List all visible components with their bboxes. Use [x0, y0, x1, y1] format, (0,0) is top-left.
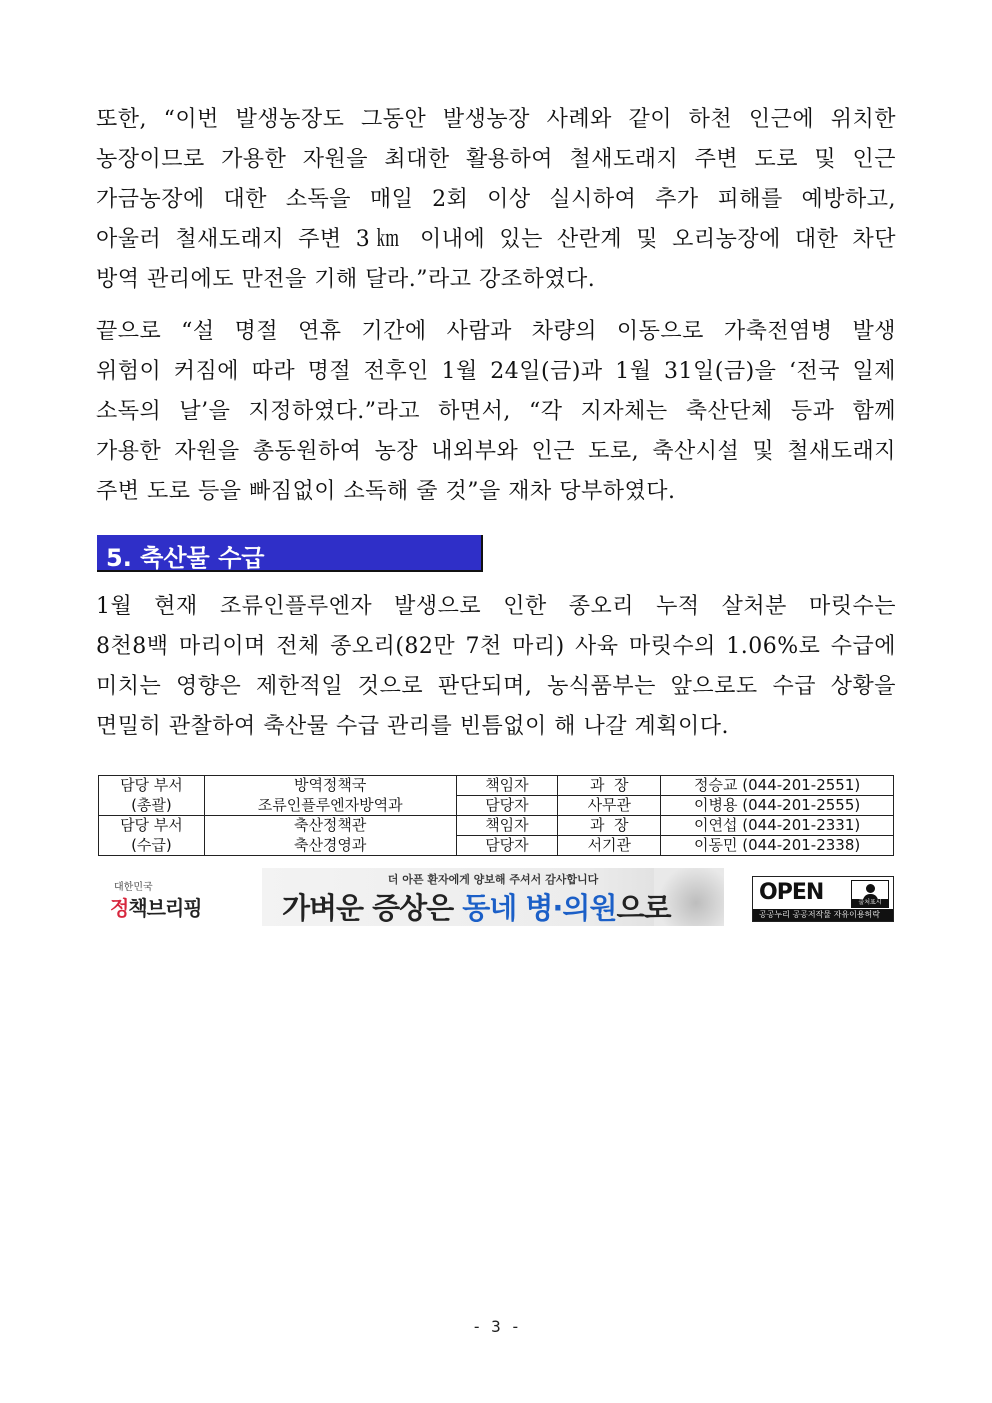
paragraph-holiday-disinfection — [96, 312, 896, 512]
contact-cell: 이동민 (044-201-2338) — [661, 836, 894, 856]
text-line: 가용한 자원을 총동원하여 농장 내외부와 인근 도로, 축산시설 및 철새도래지 — [96, 439, 896, 464]
attribution-person-icon: 출처표시 — [851, 880, 889, 908]
table-row — [99, 836, 894, 856]
dept-label: (총괄) — [99, 796, 205, 816]
kogl-open-license-badge[interactable] — [752, 876, 894, 922]
text-line: 위험이 커짐에 따라 명절 전후인 1월 24일(금)과 1월 31일(금)을 ‘전국 일제 — [96, 359, 896, 384]
text-line: 가금농장에 대한 소독을 매일 2회 이상 실시하여 추가 피해를 예방하고, — [96, 187, 896, 212]
dept-name: 축산정책관 — [204, 816, 456, 836]
position-cell: 과 장 — [558, 776, 661, 796]
text-line: 소독의 날’을 지정하였다.”라고 하면서, “각 지자체는 축산단체 등과 함께 — [96, 399, 896, 424]
paragraph-disinfection-emphasis — [96, 100, 896, 300]
campaign-banner[interactable] — [262, 868, 724, 926]
banner-headline: 가벼운 증상은 동네 병·의원으로 — [282, 891, 671, 925]
text-line: 1월 현재 조류인플루엔자 발생으로 인한 종오리 누적 살처분 마릿수는 — [96, 594, 896, 619]
dept-label: (수급) — [99, 836, 205, 856]
table-row — [99, 776, 894, 796]
role-cell: 책임자 — [456, 816, 558, 836]
text-line: 방역 관리에도 만전을 기해 달라.”라고 강조하였다. — [96, 267, 596, 292]
policy-briefing-logo[interactable] — [110, 878, 218, 926]
dept-label: 담당 부서 — [99, 776, 205, 796]
banner-caption: 더 아픈 환자에게 양보해 주셔서 감사합니다 — [387, 873, 599, 886]
open-wordmark: OPEN — [759, 880, 824, 905]
text-line: 또한, “이번 발생농장도 그동안 발생농장 사례와 같이 하천 인근에 위치한 — [96, 107, 896, 132]
paragraph-supply-status — [96, 587, 896, 747]
table-row — [99, 796, 894, 816]
dept-name: 조류인플루엔자방역과 — [204, 796, 456, 816]
position-cell: 사무관 — [558, 796, 661, 816]
text-line: 미치는 영향은 제한적일 것으로 판단되며, 농식품부는 앞으로도 수급 상황을 — [96, 674, 896, 699]
contact-table — [98, 775, 894, 856]
role-cell: 책임자 — [456, 776, 558, 796]
text-line: 8천8백 마리이며 전체 종오리(82만 7천 마리) 사육 마릿수의 1.06%로 수급에 — [96, 634, 896, 659]
text-line: 면밀히 관찰하여 축산물 수급 관리를 빈틈없이 해 나갈 계획이다. — [96, 714, 729, 739]
contact-cell: 정승교 (044-201-2551) — [661, 776, 894, 796]
contact-cell: 이연섭 (044-201-2331) — [661, 816, 894, 836]
dept-name: 축산경영과 — [204, 836, 456, 856]
section-title: 5. 축산물 수급 — [106, 544, 265, 572]
dept-name: 방역정책국 — [204, 776, 456, 796]
logo-title: 정책브리핑 — [110, 896, 202, 920]
role-cell: 담당자 — [456, 796, 558, 816]
text-line: 주변 도로 등을 빠짐없이 소독해 줄 것”을 재차 당부하였다. — [96, 479, 676, 504]
section-heading — [97, 535, 483, 572]
text-line: 농장이므로 가용한 자원을 최대한 활용하여 철새도래지 주변 도로 및 인근 — [96, 147, 896, 172]
role-cell: 담당자 — [456, 836, 558, 856]
text-line: 끝으로 “설 명절 연휴 기간에 사람과 차량의 이동으로 가축전염병 발생 — [96, 319, 896, 344]
contact-cell: 이병용 (044-201-2555) — [661, 796, 894, 816]
logo-subtitle: 대한민국 — [114, 882, 153, 893]
dept-label: 담당 부서 — [99, 816, 205, 836]
position-cell: 서기관 — [558, 836, 661, 856]
license-caption: 공공누리 공공저작물 자유이용허락 — [753, 909, 893, 921]
table-row — [99, 816, 894, 836]
text-line: 아울러 철새도래지 주변 3㎞ 이내에 있는 산란계 및 오리농장에 대한 차단 — [96, 227, 896, 252]
page-number: - 3 - — [471, 1317, 521, 1336]
position-cell: 과 장 — [558, 816, 661, 836]
